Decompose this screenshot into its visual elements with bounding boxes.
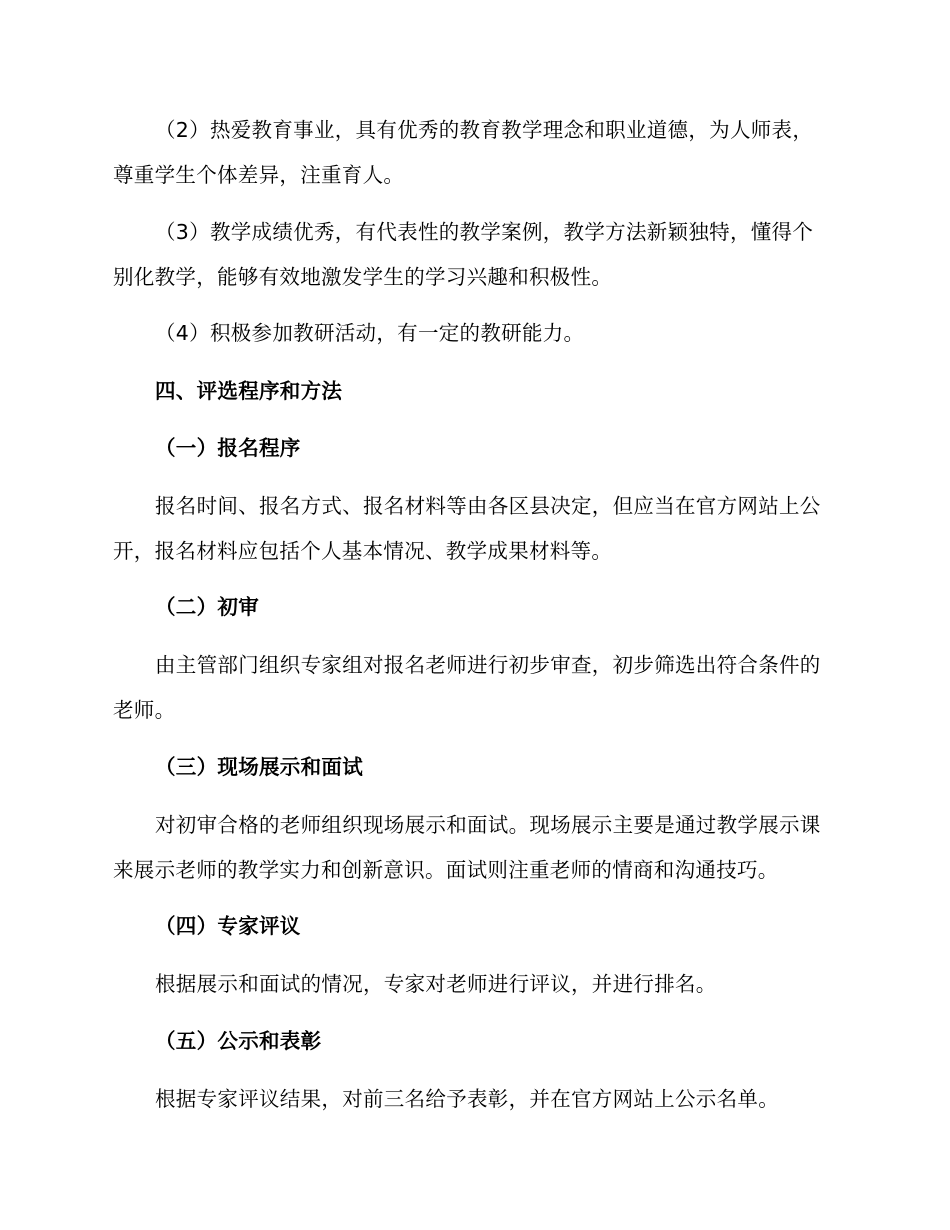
paragraph-announcement-award: 根据专家评议结果，对前三名给予表彰，并在官方网站上公示名单。: [155, 1087, 779, 1111]
paragraph-expert-review: 根据展示和面试的情况，专家对老师进行评议，并进行排名。: [155, 972, 717, 996]
paragraph-criteria-2: （2）热爱教育事业，具有优秀的教育教学理念和职业道德，为人师表，尊重学生个体差异，注重育人。: [113, 118, 814, 187]
paragraph-criteria-4: （4）积极参加教研活动，有一定的教研能力。: [155, 321, 585, 345]
paragraph-preliminary-review: 由主管部门组织专家组对报名老师进行初步审查，初步筛选出符合条件的老师。: [113, 653, 821, 722]
subheading-preliminary-review: （二）初审: [155, 595, 259, 619]
subheading-announcement-award: （五）公示和表彰: [155, 1029, 322, 1053]
paragraph-registration: 报名时间、报名方式、报名材料等由各区县决定，但应当在官方网站上公开，报名材料应包括个人基本情况、教学成果材料等。: [113, 494, 821, 563]
paragraph-criteria-3: （3）教学成绩优秀，有代表性的教学案例，教学方法新颖独特，懂得个别化教学，能够有效地激发学生的学习兴趣和积极性。: [113, 220, 814, 289]
subheading-demonstration-interview: （三）现场展示和面试: [155, 755, 363, 779]
subheading-registration: （一）报名程序: [155, 436, 301, 460]
section-heading-selection-procedure: 四、评选程序和方法: [155, 379, 343, 403]
subheading-expert-review: （四）专家评议: [155, 914, 301, 938]
paragraph-demonstration-interview: 对初审合格的老师组织现场展示和面试。现场展示主要是通过教学展示课来展示老师的教学实力和创新意识。面试则注重老师的情商和沟通技巧。: [113, 813, 821, 882]
